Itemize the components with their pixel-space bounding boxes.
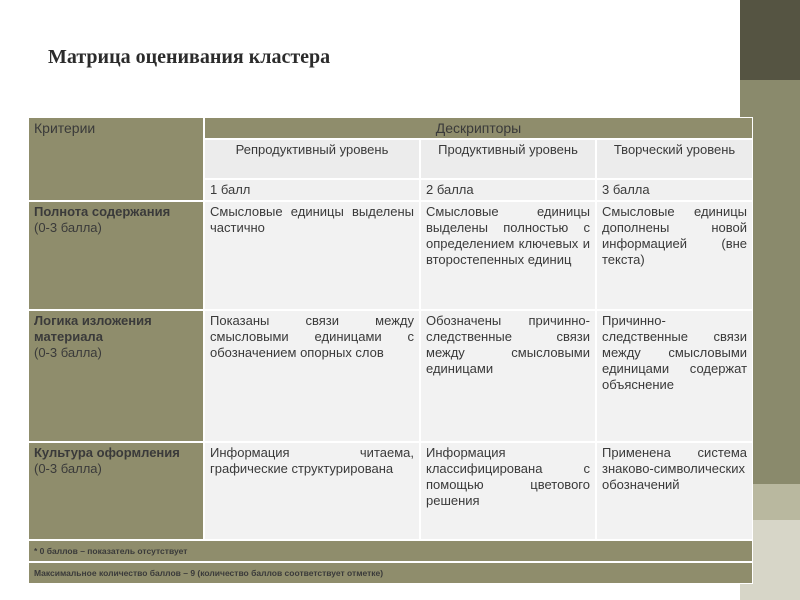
descriptor-cell: Смысловые единицы выделены частично <box>204 201 420 310</box>
descriptors-header: Дескрипторы <box>204 117 753 139</box>
descriptor-cell: Применена система знаково-символических обозначений <box>596 442 753 540</box>
criterion-range: (0-3 балла) <box>34 461 102 476</box>
level-header-creative: Творческий уровень <box>596 139 753 179</box>
criterion-range: (0-3 балла) <box>34 345 102 360</box>
table-row <box>28 442 753 540</box>
table-row <box>28 310 753 442</box>
criterion-name: Полнота содержания <box>34 204 171 219</box>
criterion-name: Культура оформления <box>34 445 180 460</box>
assessment-matrix-table <box>28 117 753 584</box>
criteria-header: Критерии <box>28 117 204 201</box>
criterion-range: (0-3 балла) <box>34 220 102 235</box>
note-max-points: Максимальное количество баллов – 9 (количество баллов соответствует отметке) <box>28 562 753 584</box>
descriptor-cell: Информация читаема, графические структурирована <box>204 442 420 540</box>
descriptor-cell: Показаны связи между смысловыми единицами с обозначением опорных слов <box>204 310 420 442</box>
descriptor-cell: Информация классифицирована с помощью цветового решения <box>420 442 596 540</box>
page-title: Матрица оценивания кластера <box>48 46 331 68</box>
level-header-productive: Продуктивный уровень <box>420 139 596 179</box>
note-zero-points: * 0 баллов – показатель отсутствует <box>28 540 753 562</box>
criterion-name: Логика изложения материала <box>34 313 152 344</box>
descriptor-cell: Смысловые единицы дополнены новой информацией (вне текста) <box>596 201 753 310</box>
score-1: 1 балл <box>204 179 420 201</box>
descriptor-cell: Причинно-следственные связи между смысловыми единицами содержат объяснение <box>596 310 753 442</box>
level-header-reproductive: Репродуктивный уровень <box>204 139 420 179</box>
criterion-cell <box>28 442 204 540</box>
table-row <box>28 201 753 310</box>
descriptor-cell: Смысловые единицы выделены полностью с определением ключевых и второстепенных единиц <box>420 201 596 310</box>
score-3: 3 балла <box>596 179 753 201</box>
score-2: 2 балла <box>420 179 596 201</box>
descriptor-cell: Обозначены причинно-следственные связи между смысловыми единицами <box>420 310 596 442</box>
accent-bar-dark <box>740 0 800 80</box>
criterion-cell <box>28 201 204 310</box>
criterion-cell <box>28 310 204 442</box>
